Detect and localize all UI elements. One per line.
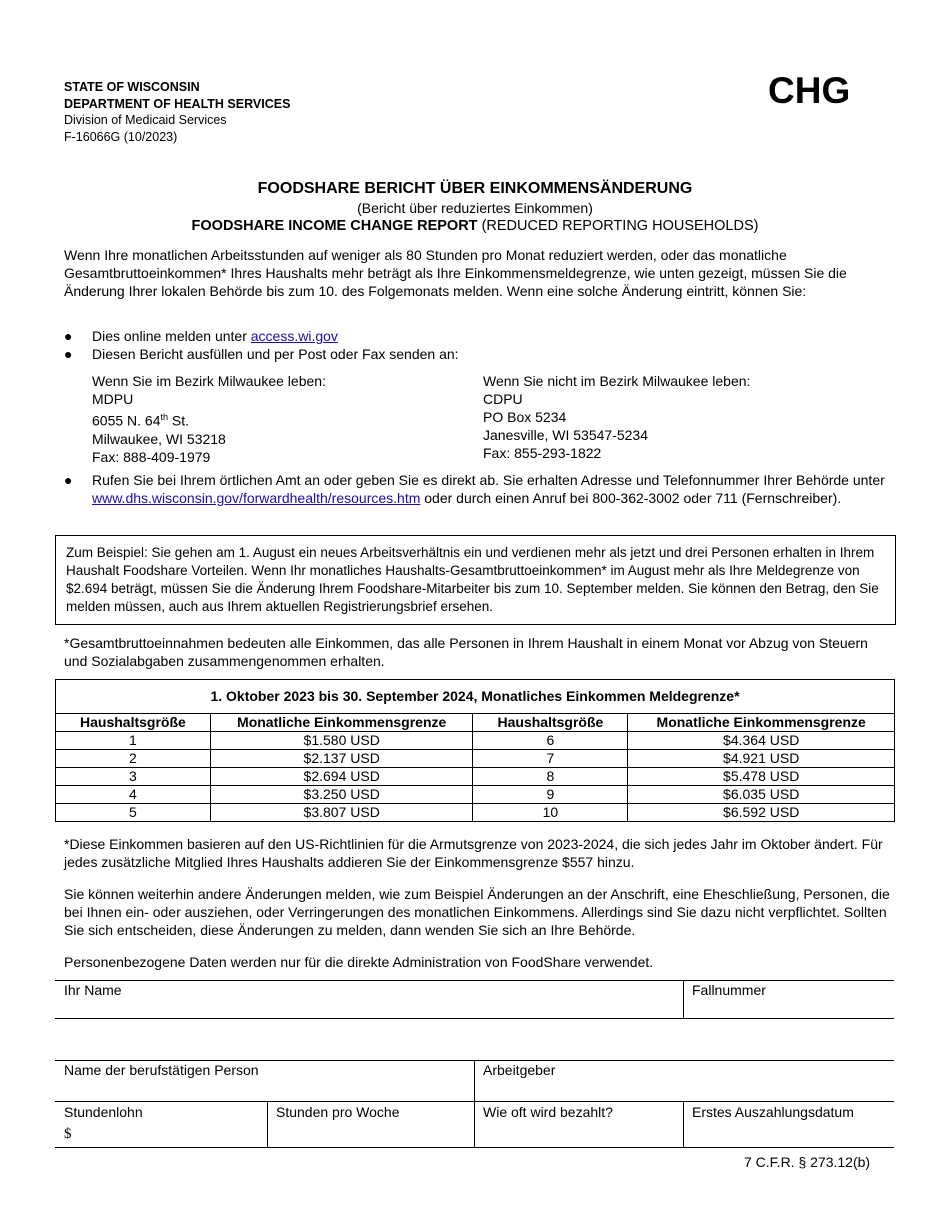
table-cell: 7 xyxy=(473,750,628,768)
title-block xyxy=(0,179,950,235)
address-milwaukee xyxy=(92,372,326,466)
table-header-row xyxy=(56,714,895,732)
bullet-dot: ● xyxy=(64,472,73,488)
address-milwaukee-name: MDPU xyxy=(92,391,134,407)
table-cell: 9 xyxy=(473,786,628,804)
table-cell: $3.250 USD xyxy=(210,786,473,804)
bullet-call-text-b: oder durch einen Anruf bei 800-362-3002 oder 711 (Fernschreiber). xyxy=(420,490,842,506)
bullet-call xyxy=(64,471,894,507)
title-german: FOODSHARE BERICHT ÜBER EINKOMMENSÄNDERUNG xyxy=(257,180,693,197)
case-number-field[interactable] xyxy=(684,998,893,1017)
department-name: DEPARTMENT OF HEALTH SERVICES xyxy=(64,96,291,111)
bullet-online xyxy=(64,327,894,345)
title-english xyxy=(0,217,950,235)
header-income-limit: Monatliche Einkommensgrenze xyxy=(628,714,895,732)
table-cell: 4 xyxy=(56,786,211,804)
header-household-size: Haushaltsgröße xyxy=(473,714,628,732)
pay-frequency-label: Wie oft wird bezahlt? xyxy=(483,1104,613,1120)
table-cell: 6 xyxy=(473,732,628,750)
hours-per-week-label: Stunden pro Woche xyxy=(276,1104,400,1120)
access-link[interactable]: access.wi.gov xyxy=(250,328,338,344)
bullet-call-text-a: Rufen Sie bei Ihrem örtlichen Amt an oder geben Sie es direkt ab. Sie erhalten Adresse und Telefonnummer Ihrer Behörde unter xyxy=(92,472,885,488)
table-cell: $1.580 USD xyxy=(210,732,473,750)
address-other-heading: Wenn Sie nicht im Bezirk Milwaukee leben: xyxy=(483,373,751,389)
address-other-city: Janesville, WI 53547-5234 xyxy=(483,427,648,443)
your-name-field[interactable] xyxy=(56,998,682,1017)
address-milwaukee-heading: Wenn Sie im Bezirk Milwaukee leben: xyxy=(92,373,326,389)
form-divider xyxy=(474,1060,475,1147)
street-name: St. xyxy=(168,412,190,429)
form-line xyxy=(55,1018,894,1019)
street-number: 6055 N. 64 xyxy=(92,412,161,429)
address-milwaukee-street xyxy=(92,408,326,430)
address-other-name: CDPU xyxy=(483,391,523,407)
bullet-dot: ● xyxy=(64,328,73,344)
table-row xyxy=(56,786,895,804)
address-other-street: PO Box 5234 xyxy=(483,409,567,425)
bullet-mail xyxy=(64,345,894,363)
bullet-online-text: Dies online melden unter xyxy=(92,328,251,344)
table-cell: $2.137 USD xyxy=(210,750,473,768)
table-row xyxy=(56,732,895,750)
worker-name-label: Name der berufstätigen Person xyxy=(64,1062,259,1078)
table-cell: $4.364 USD xyxy=(628,732,895,750)
other-changes-paragraph: Sie können weiterhin andere Änderungen melden, wie zum Beispiel Änderungen an der Anschrift, eine Eheschließung, Personen, die bei Ihnen ein- oder ausziehen, oder Verringerungen des monatlichen Einkommens. Allerdings sind Sie dazu nicht verpflichtet. Sollten Sie sich entscheiden, diese Änderungen zu melden, dann wenden Sie sich an Ihre Behörde. xyxy=(64,886,890,938)
street-suffix: th xyxy=(160,412,169,422)
regulation-citation: 7 C.F.R. § 273.12(b) xyxy=(744,1154,871,1170)
title-english-rest: (REDUCED REPORTING HOUSEHOLDS) xyxy=(477,218,759,234)
income-limits-table xyxy=(55,679,895,822)
table-cell: 1 xyxy=(56,732,211,750)
title-english-bold: FOODSHARE INCOME CHANGE REPORT xyxy=(191,218,478,234)
form-line xyxy=(55,980,894,981)
table-caption: 1. Oktober 2023 bis 30. September 2024, Monatliches Einkommen Meldegrenze* xyxy=(56,680,895,714)
table-cell: 5 xyxy=(56,804,211,822)
table-cell: $3.807 USD xyxy=(210,804,473,822)
header-household-size: Haushaltsgröße xyxy=(56,714,211,732)
subtitle-german: (Bericht über reduziertes Einkommen) xyxy=(357,200,593,216)
hours-per-week-field[interactable] xyxy=(269,1124,473,1146)
intro-paragraph: Wenn Ihre monatlichen Arbeitsstunden auf weniger als 80 Stunden pro Monat reduziert werden, oder das monatliche Gesamtbruttoeinkommen* Ihres Haushalts mehr beträgt als Ihre Einkommensmeldegrenze, wie unten gezeigt, müssen Sie die Änderung Ihrer lokalen Behörde bis zum 10. des Folgemonats melden. Wenn eine solche Änderung eintritt, können Sie: xyxy=(64,247,847,299)
gross-definition: *Gesamtbruttoeinnahmen bedeuten alle Einkommen, das alle Personen in Ihrem Haushalt in einem Monat vor Abzug von Steuern und Sozialabgaben zusammengenommen erhalten. xyxy=(64,635,868,669)
privacy-notice: Personenbezogene Daten werden nur für die direkte Administration von FoodShare verwendet. xyxy=(64,954,654,970)
header-income-limit: Monatliche Einkommensgrenze xyxy=(210,714,473,732)
employer-field[interactable] xyxy=(476,1080,893,1100)
address-milwaukee-city: Milwaukee, WI 53218 xyxy=(92,430,226,447)
form-line xyxy=(55,1147,894,1148)
worker-name-field[interactable] xyxy=(56,1080,473,1100)
table-caption-row xyxy=(56,680,895,714)
bullet-mail-text: Diesen Bericht ausfüllen und per Post oder Fax senden an: xyxy=(92,346,459,362)
form-divider xyxy=(267,1101,268,1147)
first-pay-date-label: Erstes Auszahlungsdatum xyxy=(692,1104,854,1120)
first-pay-date-field[interactable] xyxy=(685,1124,893,1146)
dollar-symbol: $ xyxy=(64,1126,72,1142)
table-row xyxy=(56,750,895,768)
pay-frequency-field[interactable] xyxy=(476,1124,682,1146)
your-name-label: Ihr Name xyxy=(64,982,122,998)
form-number: F-16066G (10/2023) xyxy=(64,129,178,144)
income-footnote: *Diese Einkommen basieren auf den US-Richtlinien für die Armutsgrenze von 2023-2024, die sich jedes Jahr im Oktober ändert. Für jedes zusätzliche Mitglied Ihres Haushalts addieren Sie der Einkommensgrenze $557 hinzu. xyxy=(64,836,883,870)
agency-block xyxy=(64,79,290,145)
table-cell: $6.592 USD xyxy=(628,804,895,822)
employer-label: Arbeitgeber xyxy=(483,1062,556,1078)
table-cell: 10 xyxy=(473,804,628,822)
table-cell: 3 xyxy=(56,768,211,786)
table-cell: 2 xyxy=(56,750,211,768)
hourly-wage-label: Stundenlohn xyxy=(64,1104,143,1120)
address-milwaukee-fax: Fax: 888-409-1979 xyxy=(92,448,211,465)
table-cell: $5.478 USD xyxy=(628,768,895,786)
form-code: CHG xyxy=(768,70,851,111)
case-number-label: Fallnummer xyxy=(692,982,766,998)
dhs-resources-link[interactable]: www.dhs.wisconsin.gov/forwardhealth/resources.htm xyxy=(92,490,421,506)
table-row xyxy=(56,768,895,786)
bullet-dot: ● xyxy=(64,346,73,362)
state-name: STATE OF WISCONSIN xyxy=(64,80,200,94)
table-cell: $4.921 USD xyxy=(628,750,895,768)
division-name: Division of Medicaid Services xyxy=(64,113,227,127)
table-cell: 8 xyxy=(473,768,628,786)
hourly-wage-field[interactable] xyxy=(76,1124,266,1146)
address-other xyxy=(483,372,750,462)
form-divider xyxy=(683,1101,684,1147)
address-other-fax: Fax: 855-293-1822 xyxy=(483,445,602,461)
table-cell: $6.035 USD xyxy=(628,786,895,804)
table-cell: $2.694 USD xyxy=(210,768,473,786)
table-row xyxy=(56,804,895,822)
example-box: Zum Beispiel: Sie gehen am 1. August ein neues Arbeitsverhältnis ein und verdienen mehr als jetzt und drei Personen erhalten in Ihrem Haushalt Foodshare Vorteilen. Wenn Ihr monatliches Haushalts-Gesamtbruttoeinkommen* im August mehr als Ihre Meldegrenze von $2.694 beträgt, müssen Sie die Änderung Ihrem Foodshare-Mitarbeiter bis zum 10. September melden. Sie können den Betrag, den Sie melden müssen, auch aus Ihrem aktuellen Registrierungsbrief ersehen. xyxy=(55,535,896,625)
